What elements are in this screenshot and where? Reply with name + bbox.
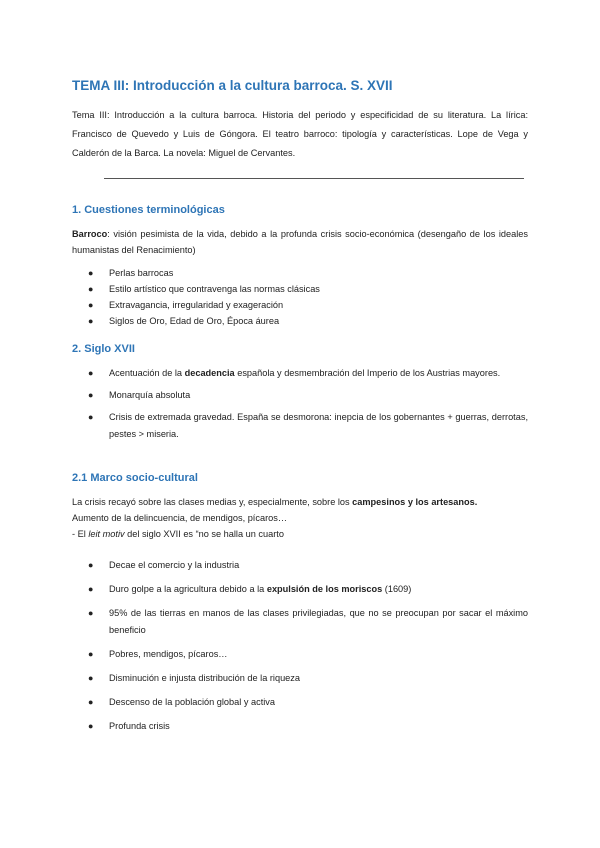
bullet-icon: ● — [88, 316, 94, 326]
list-item: ● Acentuación de la decadencia española y desmembración del Imperio de los Austrias mayores. — [72, 365, 528, 382]
marco-list — [72, 557, 528, 742]
crisis-paragraph: La crisis recayó sobre las clases medias y, especialmente, sobre los campesinos y los artesanos. Aumento de la delincuencia, de mendigos, pícaros… - El leit motiv del siglo XVII es “no se halla un cuarto — [72, 497, 478, 539]
list-item: ● Estilo artístico que contravenga las normas clásicas — [72, 281, 528, 297]
bullet-icon: ● — [88, 584, 94, 594]
definition-text: : visión pesimista de la vida, debido a la profunda crisis socio-económica (desengaño de los ideales humanistas del Renacimiento) — [72, 229, 528, 255]
bullet-icon: ● — [88, 649, 94, 659]
list-item: ● Perlas barrocas — [72, 265, 528, 281]
bullet-icon: ● — [88, 284, 94, 294]
bullet-icon: ● — [88, 673, 94, 683]
bullet-icon: ● — [88, 268, 94, 278]
bullet-icon: ● — [88, 300, 94, 310]
section-1-heading: 1. Cuestiones terminológicas — [72, 204, 225, 216]
bullet-icon: ● — [88, 368, 94, 378]
terminology-list — [72, 265, 528, 329]
bullet-icon: ● — [88, 390, 94, 400]
section-2-1-heading: 2.1 Marco socio-cultural — [72, 472, 198, 484]
section-2-heading: 2. Siglo XVII — [72, 343, 135, 355]
list-item: ● Monarquía absoluta — [72, 387, 528, 404]
siglo-xvii-list — [72, 365, 528, 448]
intro-paragraph: Tema III: Introducción a la cultura barroca. Historia del periodo y especificidad de su literatura. La lírica: Francisco de Quevedo y Luis de Góngora. El teatro barroco: tipología y características. Lope de Vega y Calderón de la Barca. La novela: Miguel de Cervantes. — [72, 110, 528, 158]
list-item: ● Profunda crisis — [72, 718, 528, 735]
list-item: ● Pobres, mendigos, pícaros… — [72, 646, 528, 663]
page-title: TEMA III: Introducción a la cultura barroca. S. XVII — [72, 78, 393, 93]
bullet-icon: ● — [88, 697, 94, 707]
list-item: ● Siglos de Oro, Edad de Oro, Época áurea — [72, 313, 528, 329]
barroco-definition — [72, 226, 528, 258]
horizontal-divider — [104, 178, 524, 179]
bullet-icon: ● — [88, 608, 94, 618]
bullet-icon: ● — [88, 721, 94, 731]
list-item: ● Descenso de la población global y activa — [72, 694, 528, 711]
list-item: ● Extravagancia, irregularidad y exageración — [72, 297, 528, 313]
list-item: ● Duro golpe a la agricultura debido a la expulsión de los moriscos (1609) — [72, 581, 528, 598]
list-item: ● Crisis de extremada gravedad. España se desmorona: inepcia de los gobernantes + guerras, derrotas, pestes > miseria. — [72, 409, 528, 443]
bullet-icon: ● — [88, 412, 94, 422]
term-barroco: Barroco — [72, 229, 108, 239]
list-item: ● Disminución e injusta distribución de la riqueza — [72, 670, 528, 687]
list-item: ● Decae el comercio y la industria — [72, 557, 528, 574]
bullet-icon: ● — [88, 560, 94, 570]
list-item: ● 95% de las tierras en manos de las clases privilegiadas, que no se preocupan por sacar el máximo beneficio — [72, 605, 528, 639]
